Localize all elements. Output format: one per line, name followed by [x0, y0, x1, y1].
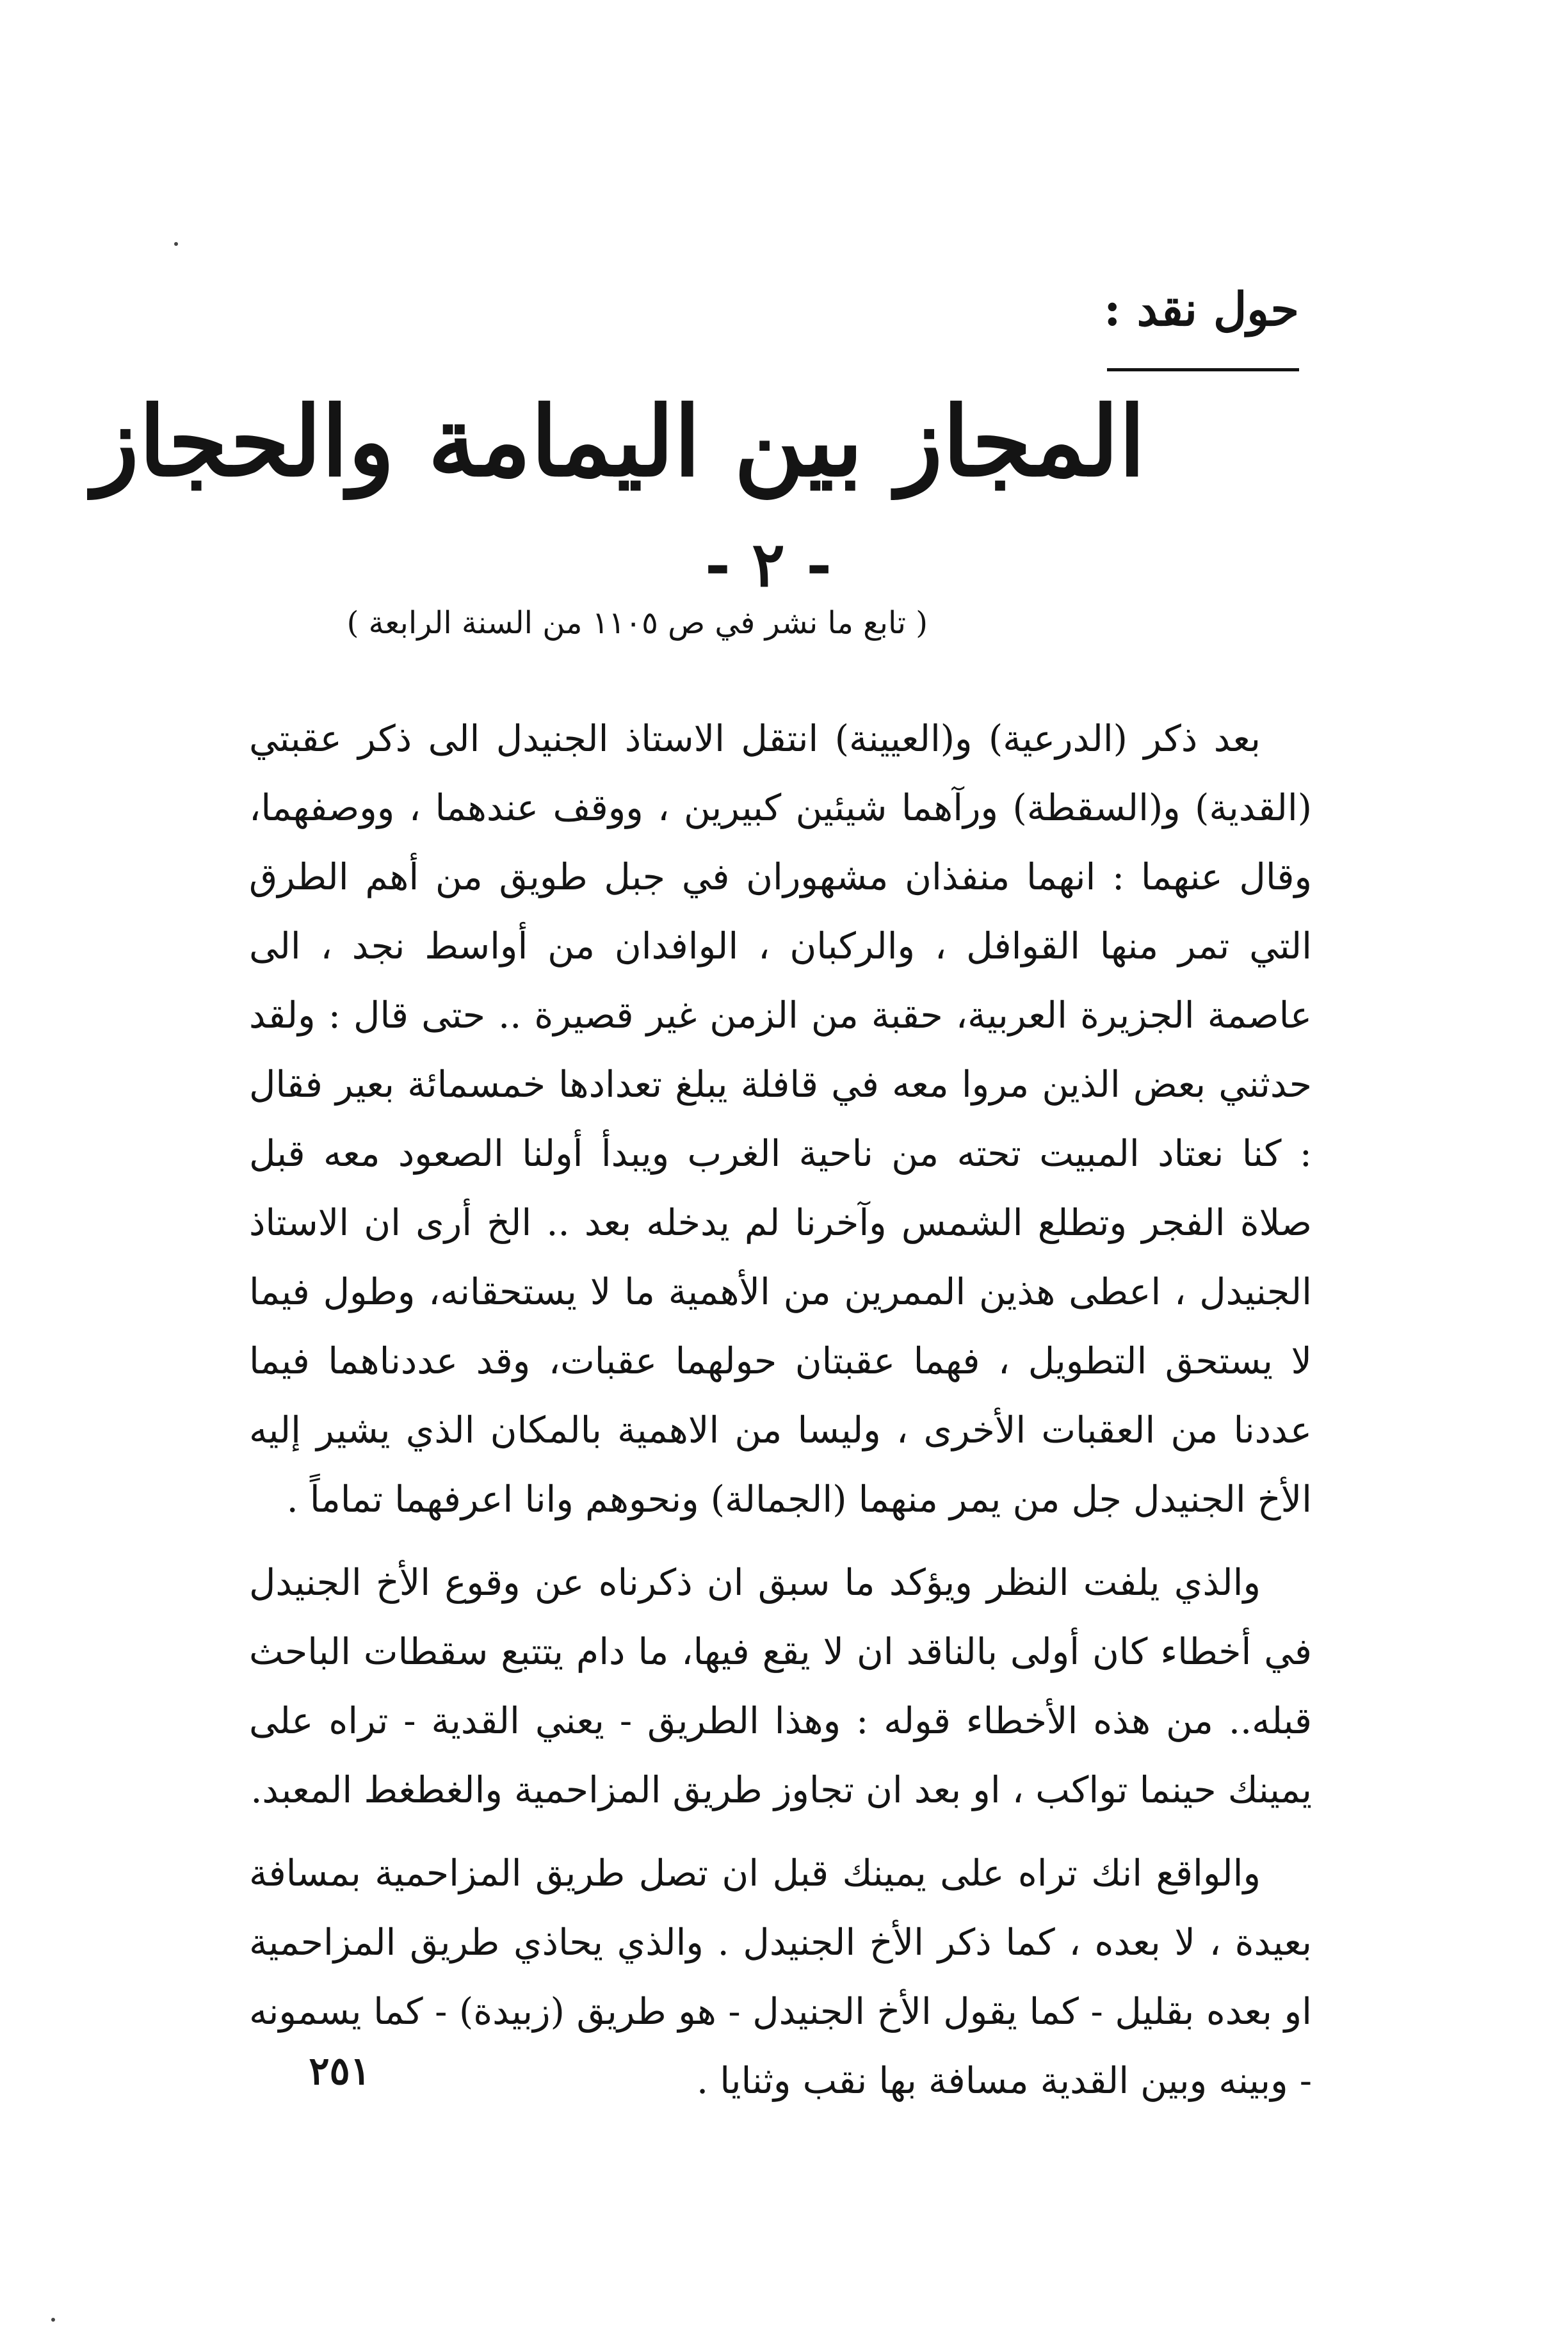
paragraph-2: والذي يلفت النظر ويؤكد ما سبق ان ذكرناه عن وقوع الأخ الجنيدل في أخطاء كان أولى بالناقد ان لا يقع فيها، ما دام يتتبع سقطات الباحث قبله.. من هذه الأخطاء قوله : وهذا الطريق - يعني القدية - تراه على يمينك حينما تواكب ، او بعد ان تجاوز طريق المزاحمية والغطغط المعبد. [249, 1562, 1312, 1811]
part-number: - ٢ - [704, 528, 832, 601]
section-label: حول نقد : [1104, 282, 1299, 336]
paragraph-1: بعد ذكر (الدرعية) و(العيينة) انتقل الاستاذ الجنيدل الى ذكر عقبتي (القدية) و(السقطة) ورآهما شيئين كبيرين ، ووقف عندهما ، ووصفهما، وقال عنهما : انهما منفذان مشهوران في جبل طويق من أهم الطرق التي تمر منها القوافل ، والركبان ، الوافدان من أواسط نجد ، الى عاصمة الجزيرة العربية، حقبة من الزمن غير قصيرة .. حتى قال : ولقد حدثني بعض الذين مروا معه في قافلة يبلغ تعدادها خمسمائة بعير فقال : كنا نعتاد المبيت تحته من ناحية الغرب ويبدأ أولنا الصعود معه قبل صلاة الفجر وتطلع الشمس وآخرنا لم يدخله بعد .. الخ أرى ان الاستاذ الجنيدل ، اعطى هذين الممرين من الأهمية ما لا يستحقانه، وطول فيما لا يستحق التطويل ، فهما عقبتان حولهما عقبات، وقد عددناهما فيما عددنا من العقبات الأخرى ، وليسا من الاهمية بالمكان الذي يشير إليه الأخ الجنيدل جل من يمر منهما (الجمالة) ونحوهم وانا اعرفهما تماماً . [249, 718, 1312, 1521]
continuation-note: ( تابع ما نشر في ص ١١٠٥ من السنة الرابعة ) [346, 605, 928, 641]
scan-speck [51, 2318, 55, 2322]
article-title: المجاز بين اليمامة والحجاز [92, 385, 1145, 498]
section-label-underline [1107, 368, 1299, 371]
paragraph-3: والواقع انك تراه على يمينك قبل ان تصل طريق المزاحمية بمسافة بعيدة ، لا بعده ، كما ذكر الأخ الجنيدل . والذي يحاذي طريق المزاحمية او بعده بقليل - كما يقول الأخ الجنيدل - هو طريق (زبيدة) - كما يسمونه - وبينه وبين القدية مسافة بها نقب وثنايا . [249, 1852, 1312, 2102]
page-number: ٢٥١ [309, 2049, 371, 2094]
scan-speck [174, 242, 178, 246]
article-body [249, 704, 1312, 2130]
